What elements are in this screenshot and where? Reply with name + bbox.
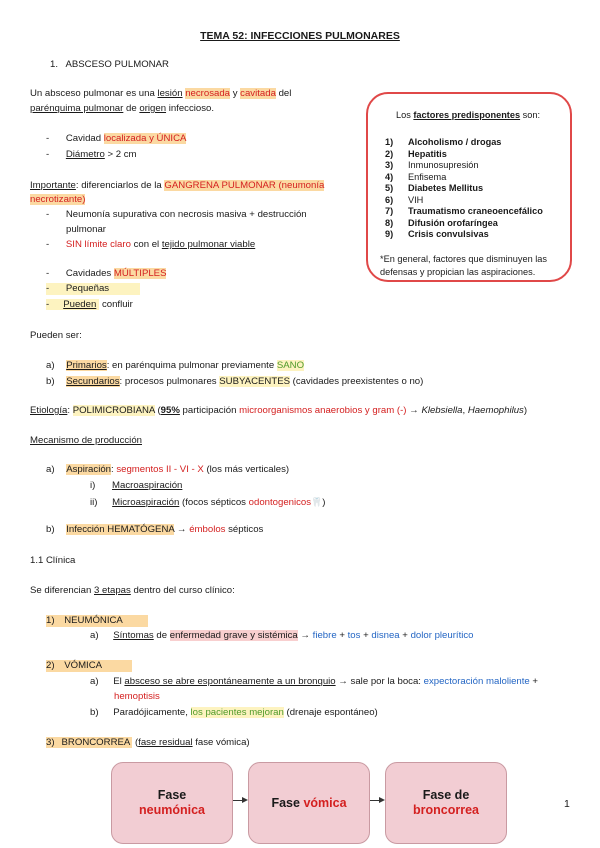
phase-box-neumonica (111, 762, 233, 844)
text: : (111, 464, 117, 475)
text: los pacientes mejoran (190, 707, 284, 718)
text: cavitada (240, 88, 276, 99)
text: Infección HEMATÓGENA (66, 524, 175, 535)
text: infeccioso. (166, 103, 215, 114)
text: odontogenicos (248, 497, 312, 508)
text: Importante (30, 180, 76, 191)
dash: - (46, 299, 50, 310)
text: → (174, 524, 190, 535)
text: del (275, 88, 292, 99)
text: son: (520, 110, 541, 120)
text: ( (154, 405, 161, 416)
stage-3-heading (46, 737, 250, 749)
mecanismo-heading: Mecanismo de producción (30, 435, 142, 446)
importante-line-2 (30, 194, 85, 206)
text: Fase de (422, 788, 470, 802)
factor-label: Diabetes Mellitus (408, 183, 484, 193)
pueden-ser: Pueden ser: (30, 330, 82, 341)
text: vómica (303, 795, 347, 810)
text: b) (90, 707, 99, 718)
intro-line-1 (30, 88, 291, 100)
text: GANGRENA PULMONAR (neumonía (164, 180, 325, 191)
text: SIN límite claro (65, 239, 131, 250)
text: dentro del curso clínico: (130, 585, 235, 596)
text: 3 etapas (94, 585, 131, 596)
factor-item (385, 194, 423, 206)
arrow-1 (233, 800, 242, 801)
factor-number: 4) (385, 171, 394, 182)
phase-box-vomica (248, 762, 370, 844)
dash: - (46, 133, 50, 144)
bullet-cavidad (46, 133, 186, 145)
text: localizada y ÚNICA (103, 133, 187, 144)
text: hemoptisis (114, 691, 160, 702)
text: tejido pulmonar viable (161, 239, 256, 250)
text: Cavidades (65, 268, 114, 279)
factor-item (385, 136, 501, 148)
text: y (230, 88, 241, 99)
callout-note-1: *En general, factores que disminuyen las (380, 254, 548, 264)
clinica-heading: 1.1 Clínica (30, 555, 76, 566)
text: broncorrea (413, 803, 479, 817)
text: (los más verticales) (203, 464, 290, 475)
stage-2-hemoptisis (114, 691, 160, 703)
text: → (406, 405, 422, 416)
text: de (123, 103, 140, 114)
text: (focos sépticos (179, 497, 249, 508)
text: a) (46, 360, 55, 371)
text: i) (90, 480, 96, 491)
text: , (462, 405, 468, 416)
text: con el (130, 239, 162, 250)
text: Klebsiella (421, 405, 463, 416)
intro-line-2 (30, 103, 214, 115)
factor-number: 3) (385, 160, 394, 170)
text: a) (46, 464, 55, 475)
factor-item (385, 171, 446, 183)
importante-line-1 (30, 180, 324, 192)
factor-item (385, 228, 489, 240)
gangrena-bullet-1b (66, 224, 106, 236)
text: ) (523, 405, 528, 416)
text: : procesos pulmonares (119, 376, 220, 387)
text: + (360, 630, 372, 641)
text: Neumonía supurativa con necrosis masiva + destrucción (65, 209, 307, 220)
text: NEUMÓNICA (64, 615, 123, 626)
text: factores predisponentes (413, 110, 521, 120)
text: disnea (371, 630, 400, 641)
text: Secundarios (66, 376, 120, 387)
section-number: 1. (50, 59, 59, 70)
text: Haemophilus (467, 405, 524, 416)
hematogena-line (46, 524, 263, 536)
factor-item (385, 205, 543, 217)
text: > 2 cm (104, 149, 137, 160)
text: + (529, 676, 539, 687)
section-label: ABSCESO PULMONAR (65, 59, 169, 70)
page-title: TEMA 52: INFECCIONES PULMONARES (200, 30, 400, 42)
text: Macroaspiración (112, 480, 183, 491)
text: participación (179, 405, 240, 416)
factor-item (385, 148, 447, 160)
text: 2) (46, 660, 55, 671)
text: Paradójicamente, (113, 707, 191, 718)
text: ) (322, 497, 326, 508)
text: Pueden (63, 299, 97, 310)
factor-label: Enfisema (408, 171, 447, 182)
factor-number: 7) (385, 206, 394, 216)
text: Los (396, 110, 414, 120)
factor-label: Alcoholismo / drogas (408, 137, 502, 147)
text: confluir (99, 299, 133, 310)
text: fase vómica) (192, 737, 250, 748)
section-heading (50, 59, 169, 71)
macroaspiracion-line (90, 480, 182, 492)
text: Etiología (30, 405, 68, 416)
dash: - (46, 149, 50, 160)
text: + (399, 630, 411, 641)
text: SUBYACENTES (219, 376, 290, 387)
factor-label: Traumatismo craneoencefálico (408, 206, 543, 216)
dash: - (46, 268, 50, 279)
stage-1-sintomas (90, 630, 474, 642)
text: Primarios (66, 360, 107, 371)
text: tos (347, 630, 361, 641)
text: Síntomas (113, 630, 154, 641)
text: fiebre (312, 630, 337, 641)
dash: - (46, 239, 50, 250)
text: Fase (271, 795, 304, 810)
text: 3) (46, 737, 55, 748)
text: fase residual (138, 737, 193, 748)
text: → (297, 630, 313, 641)
text: VÓMICA (64, 660, 103, 671)
gangrena-bullet-2 (46, 239, 255, 251)
text: sépticos (225, 524, 264, 535)
factor-label: VIH (408, 194, 424, 205)
tooth-icon: 🦷 (311, 497, 323, 507)
factor-label: Crisis convulsivas (408, 229, 489, 239)
text: Microaspiración (112, 497, 180, 508)
factor-number: 6) (385, 194, 394, 205)
text: absceso se abre espontáneamente a un bronquio (124, 676, 336, 687)
gangrena-bullet-1 (46, 209, 307, 221)
factor-number: 5) (385, 183, 394, 193)
stage-2-absceso (90, 676, 538, 688)
text: Pequeñas (65, 283, 110, 294)
factor-number: 9) (385, 229, 394, 239)
etiologia-line (30, 405, 527, 417)
text: 95% (160, 405, 180, 416)
text: necrosada (185, 88, 231, 99)
callout-intro (396, 109, 540, 121)
text: b) (46, 376, 55, 387)
factor-label: Difusión orofaríngea (408, 217, 498, 228)
type-primarios (46, 360, 304, 372)
stage-1-heading (46, 615, 148, 627)
text: a) (90, 630, 99, 641)
text: → sale por la boca: (335, 676, 424, 687)
factor-item (385, 182, 483, 194)
text: Se diferencian (30, 585, 94, 596)
dash: - (46, 209, 50, 220)
factor-item (385, 217, 498, 229)
factor-number: 1) (385, 137, 394, 147)
factor-label: Hepatitis (408, 148, 447, 159)
phase-box-broncorrea (385, 762, 507, 844)
text: SANO (276, 360, 305, 371)
text: de (153, 630, 170, 641)
text: MÚLTIPLES (113, 268, 167, 279)
etapas-line (30, 585, 235, 597)
text: Fase (157, 788, 187, 802)
text: origen (139, 103, 167, 114)
text: b) (46, 524, 55, 535)
factor-number: 2) (385, 148, 394, 159)
text: enfermedad grave y sistémica (169, 630, 298, 641)
page-number: 1 (564, 798, 570, 810)
text: a) (90, 676, 99, 687)
text: neumónica (139, 803, 205, 817)
aspiracion-line (46, 464, 289, 476)
text: Aspiración (66, 464, 111, 475)
text: necrotizante) (30, 194, 86, 205)
text: Diámetro (65, 149, 105, 160)
stage-2-heading (46, 660, 132, 672)
text: microorganismos anaerobios y gram (-) (239, 405, 407, 416)
factor-number: 8) (385, 217, 394, 228)
text: Un absceso pulmonar es una (30, 88, 158, 99)
factor-label: Inmunosupresión (408, 160, 479, 170)
text: émbolos (189, 524, 226, 535)
text: (cavidades preexistentes o no) (290, 376, 424, 387)
text: + (336, 630, 348, 641)
arrow-2 (370, 800, 379, 801)
text: lesión (157, 88, 183, 99)
text: pulmonar (66, 224, 106, 235)
text: dolor pleurítico (410, 630, 474, 641)
text: parénquima pulmonar (30, 103, 124, 114)
dash: - (46, 283, 50, 294)
text: ( (132, 737, 139, 748)
text: ii) (90, 497, 98, 508)
callout-note-2: defensas y propician las aspiraciones. (380, 267, 536, 277)
cavidades-bullet-1 (46, 268, 166, 280)
text: Cavidad (65, 133, 104, 144)
text: El (113, 676, 125, 687)
cavidades-bullet-2 (46, 283, 140, 295)
text: POLIMICROBIANA (72, 405, 155, 416)
text: (drenaje espontáneo) (283, 707, 378, 718)
microaspiracion-line (90, 496, 326, 509)
predisposing-factors-callout (366, 92, 572, 282)
text: expectoración maloliente (423, 676, 530, 687)
text: 1) (46, 615, 55, 626)
factor-item (385, 159, 478, 171)
text: : (67, 405, 73, 416)
text: BRONCORREA (61, 737, 131, 748)
cavidades-bullet-3 (46, 299, 133, 311)
text: : diferenciarlos de la (75, 180, 165, 191)
stage-2-paradojico (90, 707, 378, 719)
type-secundarios (46, 376, 423, 388)
bullet-diametro (46, 149, 137, 161)
text: segmentos II - VI - X (116, 464, 204, 475)
text: : en parénquima pulmonar previamente (106, 360, 277, 371)
